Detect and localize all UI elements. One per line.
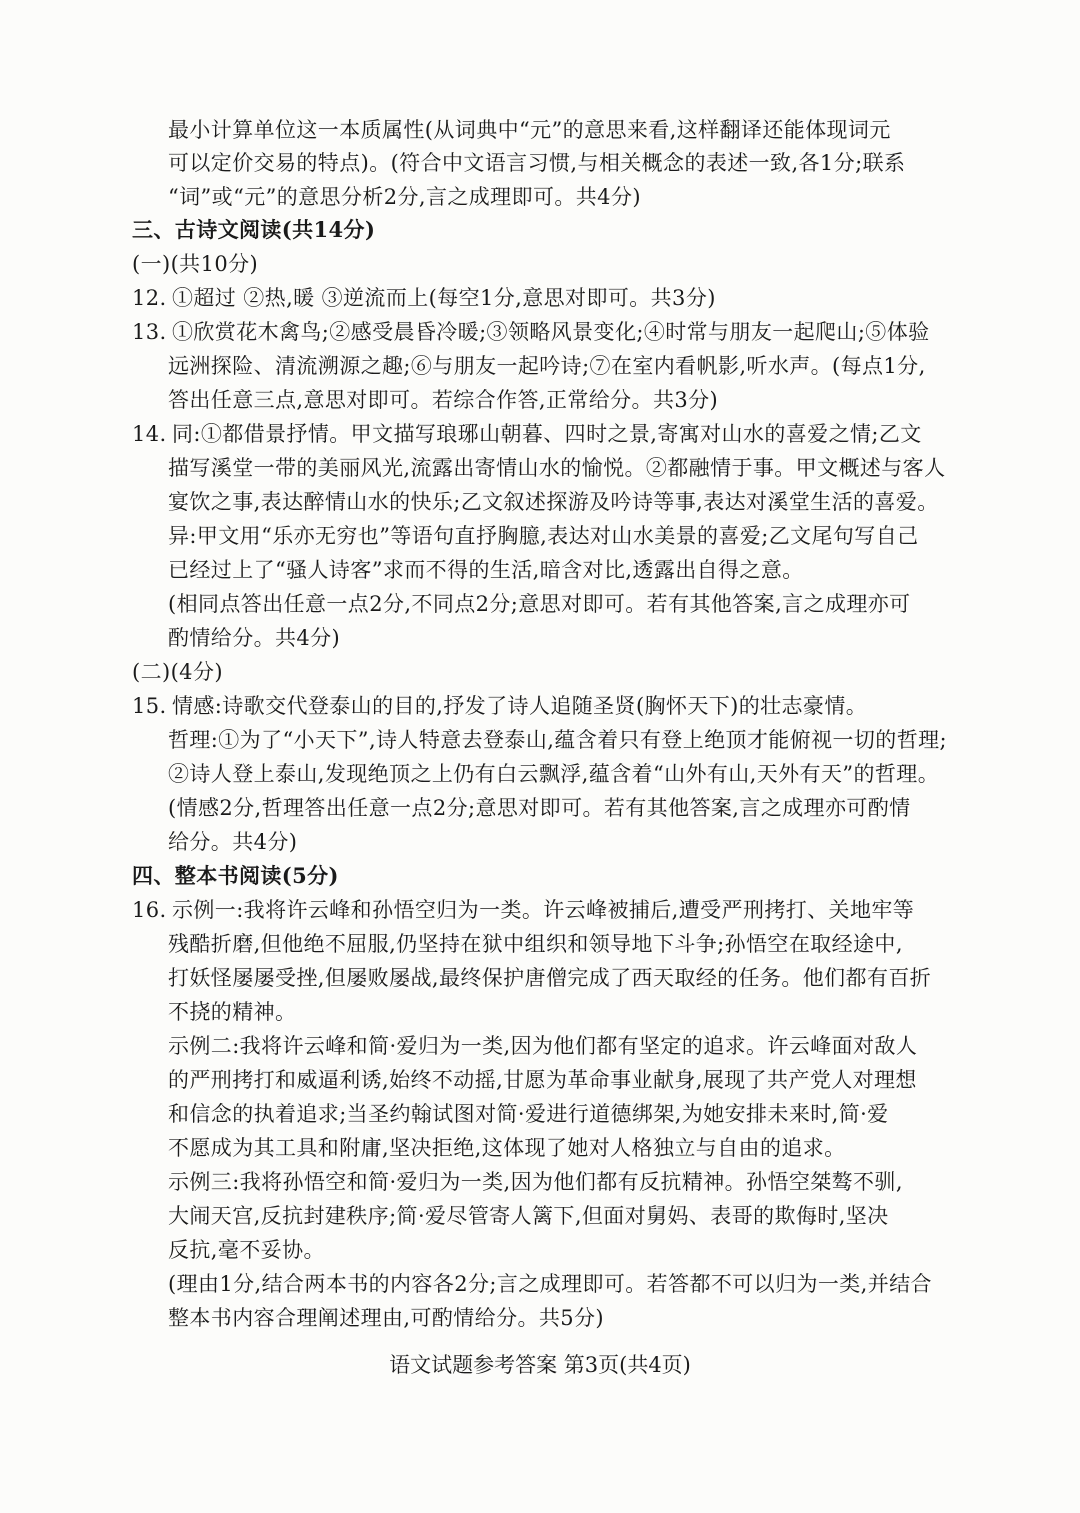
text-line: 描写溪堂一带的美丽风光,流露出寄情山水的愉悦。②都融情于事。甲文概述与客人: [168, 456, 946, 480]
text-line: 的严刑拷打和威逼利诱,始终不动摇,甘愿为革命事业献身,展现了共产党人对理想: [168, 1068, 917, 1092]
question-13: [132, 315, 930, 349]
question-14: [132, 417, 922, 451]
text-line: 打妖怪屡屡受挫,但屡败屡战,最终保护唐僧完成了西天取经的任务。他们都有百折: [168, 966, 932, 990]
question-number: 15.: [132, 694, 167, 718]
page-footer: 语文试题参考答案 第3页(共4页): [389, 1353, 691, 1377]
text-line: 哲理:①为了“小天下”,诗人特意去登泰山,蕴含着只有登上绝顶才能俯视一切的哲理;: [168, 728, 947, 752]
question-12: [132, 281, 716, 315]
text-line: 不挠的精神。: [168, 1000, 297, 1024]
text-line: 示例二:我将许云峰和简·爱归为一类,因为他们都有坚定的追求。许云峰面对敌人: [168, 1034, 918, 1058]
text-line: 可以定价交易的特点)。(符合中文语言习惯,与相关概念的表述一致,各1分;联系: [168, 151, 906, 175]
question-number: 13.: [132, 320, 167, 344]
text-line: 远洲探险、清流溯源之趣;⑥与朋友一起吟诗;⑦在室内看帆影,听水声。(每点1分,: [168, 354, 926, 378]
question-14-answer: 同:①都借景抒情。甲文描写琅琊山朝暮、四时之景,寄寓对山水的喜爱之情;乙文: [172, 422, 922, 446]
text-line: 和信念的执着追求;当圣约翰试图对简·爱进行道德绑架,为她安排未来时,简·爱: [168, 1102, 889, 1126]
subsection-heading-1: (一)(共10分): [132, 252, 259, 276]
text-line: 不愿成为其工具和附庸,坚决拒绝,这体现了她对人格独立与自由的追求。: [168, 1136, 846, 1160]
question-number: 14.: [132, 422, 167, 446]
section-heading-classical-poetry: 三、古诗文阅读(共14分): [132, 217, 376, 242]
question-15: [132, 689, 867, 723]
text-line: ②诗人登上泰山,发现绝顶之上仍有白云飘浮,蕴含着“山外有山,天外有天”的哲理。: [168, 762, 940, 786]
text-line: (相同点答出任意一点2分,不同点2分;意思对即可。若有其他答案,言之成理亦可: [168, 592, 911, 616]
question-12-answer: ①超过 ②热,暖 ③逆流而上(每空1分,意思对即可。共3分): [172, 286, 716, 310]
text-line: 最小计算单位这一本质属性(从词典中“元”的意思来看,这样翻译还能体现词元: [168, 118, 891, 142]
text-line: 答出任意三点,意思对即可。若综合作答,正常给分。共3分): [168, 388, 719, 412]
question-16: [132, 893, 914, 927]
text-line: 反抗,毫不妥协。: [168, 1238, 325, 1262]
section-heading-whole-book: 四、整本书阅读(5分): [132, 863, 339, 888]
text-line: 整本书内容合理阐述理由,可酌情给分。共5分): [168, 1306, 605, 1330]
text-line: 残酷折磨,但他绝不屈服,仍坚持在狱中组织和领导地下斗争;孙悟空在取经途中,: [168, 932, 903, 956]
text-line: “词”或“元”的意思分析2分,言之成理即可。共4分): [168, 185, 641, 209]
subsection-heading-2: (二)(4分): [132, 660, 223, 684]
question-number: 16.: [132, 898, 167, 922]
question-number: 12.: [132, 286, 167, 310]
text-line: (情感2分,哲理答出任意一点2分;意思对即可。若有其他答案,言之成理亦可酌情: [168, 796, 911, 820]
text-line: 酌情给分。共4分): [168, 626, 341, 650]
text-line: 宴饮之事,表达醉情山水的快乐;乙文叙述探游及吟诗等事,表达对溪堂生活的喜爱。: [168, 490, 939, 514]
question-15-answer: 情感:诗歌交代登泰山的目的,抒发了诗人追随圣贤(胸怀天下)的壮志豪情。: [172, 694, 868, 718]
question-16-answer: 示例一:我将许云峰和孙悟空归为一类。许云峰被捕后,遭受严刑拷打、关地牢等: [172, 898, 915, 922]
question-13-answer: ①欣赏花木禽鸟;②感受晨昏冷暖;③领略风景变化;④时常与朋友一起爬山;⑤体验: [172, 320, 930, 344]
text-line: 示例三:我将孙悟空和简·爱归为一类,因为他们都有反抗精神。孙悟空桀骜不驯,: [168, 1170, 903, 1194]
text-line: 给分。共4分): [168, 830, 298, 854]
text-line: 异:甲文用“乐亦无穷也”等语句直抒胸臆,表达对山水美景的喜爱;乙文尾句写自己: [168, 524, 919, 548]
text-line: 已经过上了“骚人诗客”求而不得的生活,暗含对比,透露出自得之意。: [168, 558, 804, 582]
text-line: (理由1分,结合两本书的内容各2分;言之成理即可。若答都不可以归为一类,并结合: [168, 1272, 932, 1296]
text-line: 大闹天宫,反抗封建秩序;简·爱尽管寄人篱下,但面对舅妈、表哥的欺侮时,坚决: [168, 1204, 889, 1228]
